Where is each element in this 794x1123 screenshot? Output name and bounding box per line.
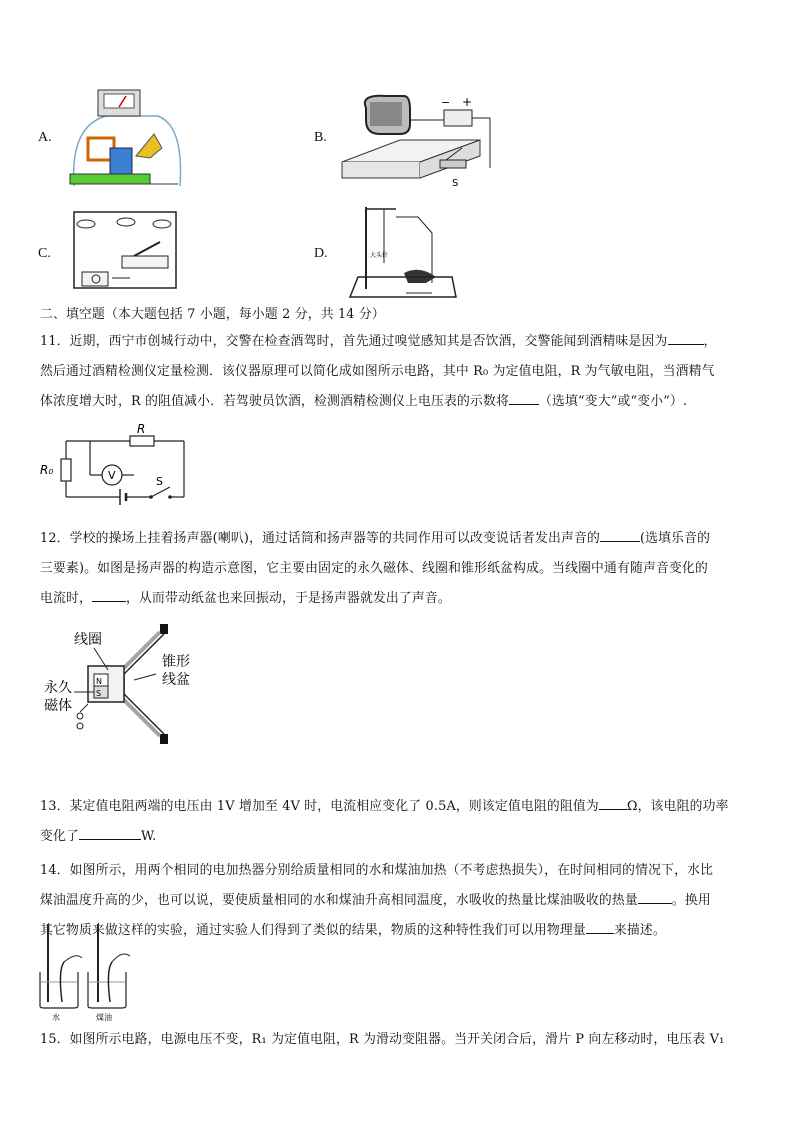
q15-text: 15．如图所示电路，电源电压不变，R₁ 为定值电阻，R 为滑动变阻器。当开关闭合后，滑片 P 向左移动时，电压表 V₁ — [40, 1032, 725, 1047]
q11-text — [40, 327, 758, 417]
q11-label-v: V — [108, 469, 116, 482]
q14-line3-end: 来描述。 — [613, 923, 666, 938]
option-a-label: A. — [38, 130, 52, 145]
option-d-label: D. — [314, 246, 328, 261]
svg-text:+: + — [462, 95, 473, 109]
q14-text — [40, 856, 758, 946]
q13-line2: 变化了 — [40, 829, 79, 844]
section-title: 二、填空题（本大题包括 7 小题，每小题 2 分，共 14 分） — [40, 307, 385, 322]
q12-label-magnet-1: 永久 — [44, 680, 72, 696]
q11-blank-2[interactable] — [509, 390, 539, 405]
q13-text — [40, 792, 758, 852]
q11-line3-end: （选填“变大”或“变小”）. — [539, 394, 688, 409]
q12-line2: 三要素)。如图是扬声器的构造示意图，它主要由固定的永久磁体、线圈和锥形纸盆构成。当线圈中通有随声音变化的 — [40, 561, 709, 576]
option-d-figure — [348, 203, 460, 299]
q11-line3: 体浓度增大时，R 的阻值减小．若驾驶员饮酒，检测酒精检测仪上电压表的示数将 — [40, 394, 509, 409]
q14-blank-2[interactable] — [586, 919, 614, 934]
q14-line3: 其它物质来做这样的实验，通过实验人们得到了类似的结果，物质的这种特性我们可以用物理量 — [40, 923, 586, 938]
q12-label-cone-2: 线盆 — [162, 672, 190, 688]
q11-line1-end: ， — [703, 334, 717, 349]
q11-circuit-figure — [38, 422, 198, 510]
q12-label-coil: 线圈 — [74, 632, 102, 648]
svg-text:S: S — [96, 689, 102, 698]
q11-line1: 11．近期，西宁市创城行动中，交警在检查酒驾时，首先通过嗅觉感知其是否饮酒，交警能闻到酒精味是因为 — [40, 334, 668, 349]
svg-text:N: N — [96, 677, 102, 686]
q11-line2: 然后通过酒精检测仪定量检测．该仪器原理可以简化成如图所示电路，其中 R₀ 为定值电阻，R 为气敏电阻，当酒精气 — [40, 364, 715, 379]
q14-label-kerosene: 煤油 — [96, 1013, 112, 1022]
q12-label-cone-1: 锥形 — [162, 654, 190, 670]
q13-line2-end: W. — [141, 829, 157, 844]
q11-label-r: R — [137, 422, 146, 436]
q13-blank-1[interactable] — [599, 795, 627, 810]
q12-blank-2[interactable] — [92, 587, 126, 602]
q12-line1: 12．学校的操场上挂着扬声器(喇叭)，通过话筒和扬声器等的共同作用可以改变说话者发出声音的 — [40, 531, 600, 546]
q13-line1: 13．某定值电阻两端的电压由 1V 增加至 4V 时，电流相应变化了 0.5A，则该定值电阻的阻值为 — [40, 799, 599, 814]
q12-text — [40, 524, 758, 614]
q14-line2-end: 。换用 — [671, 893, 711, 908]
option-a-figure — [66, 86, 186, 191]
q12-line1-end: (选填乐音的 — [639, 531, 711, 546]
q12-speaker-figure — [40, 622, 190, 752]
q11-blank-1[interactable] — [668, 330, 704, 345]
q14-beakers-figure — [36, 922, 136, 1022]
q11-label-s: S — [156, 475, 163, 488]
q12-blank-1[interactable] — [600, 527, 640, 542]
q13-blank-2[interactable] — [79, 825, 141, 840]
q14-line1: 14．如图所示，用两个相同的电加热器分别给质量相同的水和煤油加热（不考虑热损失），在时间相同的情况下，水比 — [40, 863, 714, 878]
svg-text:−: − — [441, 96, 451, 109]
svg-text:大头针: 大头针 — [370, 252, 389, 259]
option-c-label: C. — [38, 246, 51, 261]
q12-label-magnet-2: 磁体 — [44, 698, 72, 714]
q12-line3-end: ，从而带动纸盆也来回振动，于是扬声器就发出了声音。 — [126, 591, 451, 606]
q12-line3: 电流时， — [40, 591, 92, 606]
option-b-figure — [340, 90, 500, 190]
option-c-figure — [70, 206, 182, 294]
q11-label-r0: R₀ — [40, 463, 54, 477]
q14-label-water: 水 — [52, 1013, 60, 1022]
option-b-label: B. — [314, 130, 327, 145]
q13-line1-end: Ω，该电阻的功率 — [626, 799, 729, 814]
q14-blank-1[interactable] — [638, 889, 672, 904]
svg-text:S: S — [452, 178, 459, 189]
q14-line2: 煤油温度升高的少，也可以说，要使质量相同的水和煤油升高相同温度，水吸收的热量比煤油吸收的热量 — [40, 893, 638, 908]
